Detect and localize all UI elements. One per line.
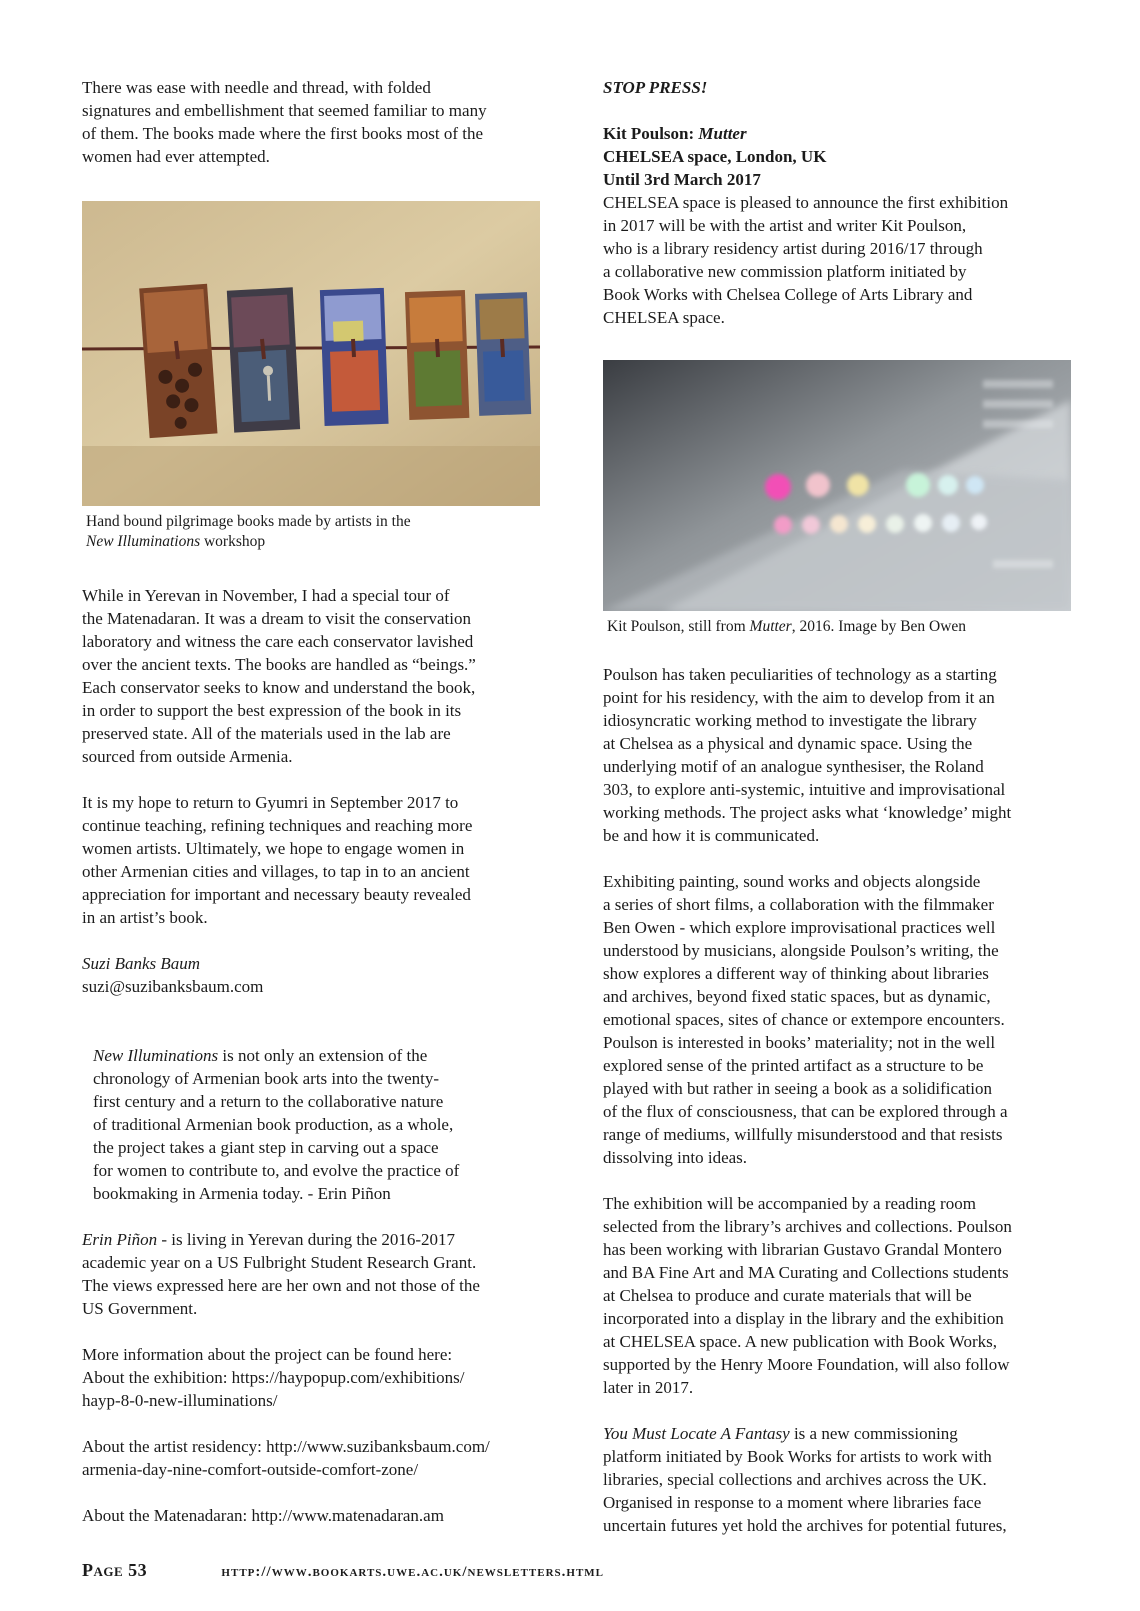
text-line: More information about the project can be found here: <box>82 1345 453 1364</box>
more-info-links <box>82 1343 552 1412</box>
technology-paragraph <box>603 663 1073 847</box>
caption-line <box>86 532 552 552</box>
text-line: the Matenadaran. It was a dream to visit the conservation <box>82 609 471 628</box>
page-footer <box>82 1560 604 1581</box>
page-number: Page 53 <box>82 1560 148 1580</box>
text-line: be and how it is communicated. <box>603 826 820 845</box>
text-line <box>82 1228 552 1251</box>
venue: CHELSEA space, London, UK <box>603 147 827 166</box>
text-line: women had ever attempted. <box>82 147 270 166</box>
text-line: CHELSEA space. <box>603 308 725 327</box>
author-signature <box>82 952 552 998</box>
text-line: laboratory and witness the care each conservator lavished <box>82 632 474 651</box>
exhibition-date: Until 3rd March 2017 <box>603 170 761 189</box>
text-line: at Chelsea to produce and curate materials that will be <box>603 1286 972 1305</box>
text-line: While in Yerevan in November, I had a special tour of <box>82 586 450 605</box>
left-column <box>82 76 552 1527</box>
text-line: chronology of Armenian book arts into the twenty- <box>93 1069 440 1088</box>
text-line: dissolving into ideas. <box>603 1148 748 1167</box>
text-line: underlying motif of an analogue synthesiser, the Roland <box>603 757 984 776</box>
text-line <box>603 1422 1073 1445</box>
text-line: Each conservator seeks to know and understand the book, <box>82 678 476 697</box>
photo-caption <box>603 617 1073 637</box>
right-column <box>603 76 1073 1537</box>
text-line: platform initiated by Book Works for artists to work with <box>603 1447 992 1466</box>
text-line: women artists. Ultimately, we hope to engage women in <box>82 839 465 858</box>
text-line: supported by the Henry Moore Foundation, will also follow <box>603 1355 1010 1374</box>
text-line: There was ease with needle and thread, with folded <box>82 78 431 97</box>
fantasy-text: is a new commissioning <box>789 1424 958 1443</box>
text-line: for women to contribute to, and evolve the practice of <box>93 1161 460 1180</box>
text-line: It is my hope to return to Gyumri in September 2017 to <box>82 793 459 812</box>
text-line: other Armenian cities and villages, to tap in to an ancient <box>82 862 470 881</box>
text-line: CHELSEA space is pleased to announce the first exhibition <box>603 193 1009 212</box>
matenadaran-paragraph <box>82 584 552 768</box>
text-line: of them. The books made where the first books most of the <box>82 124 483 143</box>
exhibition-title: Mutter <box>698 124 747 143</box>
fantasy-paragraph <box>603 1422 1073 1537</box>
caption-text: , 2016. Image by Ben Owen <box>791 618 967 635</box>
text-line: in 2017 will be with the artist and writer Kit Poulson, <box>603 216 967 235</box>
text-line: first century and a return to the collaborative nature <box>93 1092 444 1111</box>
stop-press-heading: STOP PRESS! <box>603 78 708 97</box>
announcement-paragraph <box>603 191 1073 329</box>
caption-text: Kit Poulson, still from <box>607 618 750 635</box>
intro-paragraph <box>82 76 552 168</box>
text-line: incorporated into a display in the library and the exhibition <box>603 1309 1004 1328</box>
author-name: Suzi Banks Baum <box>82 954 201 973</box>
text-line: and BA Fine Art and MA Curating and Collections students <box>603 1263 1009 1282</box>
exhibition-link-cont[interactable]: hayp-8-0-new-illuminations/ <box>82 1391 278 1410</box>
text-line: understood by musicians, alongside Poulson’s writing, the <box>603 941 999 960</box>
text-line: point for his residency, with the aim to develop from it an <box>603 688 995 707</box>
bio-name: Erin Piñon <box>82 1230 158 1249</box>
text-line: 303, to explore anti-systemic, intuitive and improvisational <box>603 780 1006 799</box>
text-line: appreciation for important and necessary beauty revealed <box>82 885 471 904</box>
text-line: signatures and embellishment that seemed familiar to many <box>82 101 487 120</box>
text-line: a collaborative new commission platform initiated by <box>603 262 967 281</box>
text-line: over the ancient texts. The books are handled as “beings.” <box>82 655 476 674</box>
text-line: preserved state. All of the materials used in the lab are <box>82 724 451 743</box>
artist-name: Kit Poulson: <box>603 124 699 143</box>
quote-emphasis: New Illuminations <box>93 1046 219 1065</box>
gyumri-paragraph <box>82 791 552 929</box>
text-line: Poulson has taken peculiarities of technology as a starting <box>603 665 997 684</box>
residency-link[interactable]: About the artist residency: http://www.suzibanksbaum.com/ <box>82 1437 490 1456</box>
text-line: range of mediums, willfully misunderstood and that resists <box>603 1125 1003 1144</box>
text-line: of the flux of consciousness, that can be explored through a <box>603 1102 1008 1121</box>
text-line: The exhibition will be accompanied by a reading room <box>603 1194 976 1213</box>
text-line: later in 2017. <box>603 1378 694 1397</box>
residency-link-cont[interactable]: armenia-day-nine-comfort-outside-comfort-zone/ <box>82 1460 419 1479</box>
text-line: emotional spaces, sites of chance or extempore encounters. <box>603 1010 1005 1029</box>
quote-text: is not only an extension of the <box>218 1046 428 1065</box>
text-line: Organised in response to a moment where libraries face <box>603 1493 982 1512</box>
caption-emphasis: New Illuminations <box>86 533 201 550</box>
text-line: US Government. <box>82 1299 198 1318</box>
pilgrimage-books-photo <box>82 201 540 506</box>
pull-quote <box>82 1044 552 1205</box>
caption-line: Hand bound pilgrimage books made by artists in the <box>86 513 411 530</box>
text-line: Ben Owen - which explore improvisational practices well <box>603 918 996 937</box>
caption-line <box>607 617 1073 637</box>
text-line: at Chelsea as a physical and dynamic space. Using the <box>603 734 973 753</box>
text-line: in an artist’s book. <box>82 908 208 927</box>
text-line: academic year on a US Fulbright Student Research Grant. <box>82 1253 477 1272</box>
text-line: explored sense of the printed artifact as a structure to be <box>603 1056 984 1075</box>
text-line: show explores a different way of thinking about libraries <box>603 964 989 983</box>
synthesiser-photo <box>603 360 1071 611</box>
newsletter-url-link[interactable]: http://www.bookarts.uwe.ac.uk/newsletters.html <box>221 1564 605 1580</box>
text-line: a series of short films, a collaboration with the filmmaker <box>603 895 994 914</box>
text-line: uncertain futures yet hold the archives for potential futures, <box>603 1516 1007 1535</box>
exhibiting-paragraph <box>603 870 1073 1169</box>
contributor-bio <box>82 1228 552 1320</box>
exhibition-heading <box>603 122 1073 191</box>
text-line: of traditional Armenian book production, as a whole, <box>93 1115 454 1134</box>
text-line: idiosyncratic working method to investigate the library <box>603 711 977 730</box>
text-line <box>603 122 1073 145</box>
text-line: selected from the library’s archives and collections. Poulson <box>603 1217 1012 1236</box>
text-line: the project takes a giant step in carving out a space <box>93 1138 439 1157</box>
residency-link-block <box>82 1435 552 1481</box>
text-line: at CHELSEA space. A new publication with Book Works, <box>603 1332 998 1351</box>
photo-caption <box>82 512 552 552</box>
caption-emphasis: Mutter <box>749 618 792 635</box>
matenadaran-link[interactable]: About the Matenadaran: http://www.matenadaran.am <box>82 1506 444 1525</box>
text-line: bookmaking in Armenia today. - Erin Piñon <box>93 1184 391 1203</box>
caption-text: workshop <box>200 533 266 550</box>
text-line: libraries, special collections and archives across the UK. <box>603 1470 987 1489</box>
text-line: working methods. The project asks what ‘knowledge’ might <box>603 803 1012 822</box>
text-line: played with but rather in seeing a book as a solidification <box>603 1079 993 1098</box>
exhibition-link[interactable]: About the exhibition: https://haypopup.com/exhibitions/ <box>82 1368 465 1387</box>
text-line: Book Works with Chelsea College of Arts Library and <box>603 285 973 304</box>
text-line: The views expressed here are her own and not those of the <box>82 1276 480 1295</box>
text-line: and archives, beyond fixed static spaces, but as dynamic, <box>603 987 991 1006</box>
text-line <box>82 1044 552 1067</box>
bio-text: - is living in Yerevan during the 2016-2017 <box>157 1230 456 1249</box>
text-line: Exhibiting painting, sound works and objects alongside <box>603 872 981 891</box>
fantasy-title: You Must Locate A Fantasy <box>603 1424 790 1443</box>
text-line: in order to support the best expression of the book in its <box>82 701 462 720</box>
text-line: has been working with librarian Gustavo Grandal Montero <box>603 1240 1002 1259</box>
text-line: continue teaching, refining techniques and reaching more <box>82 816 473 835</box>
reading-room-paragraph <box>603 1192 1073 1399</box>
text-line: sourced from outside Armenia. <box>82 747 293 766</box>
author-email-link[interactable]: suzi@suzibanksbaum.com <box>82 977 264 996</box>
text-line: Poulson is interested in books’ materiality; not in the well <box>603 1033 996 1052</box>
text-line: who is a library residency artist during 2016/17 through <box>603 239 983 258</box>
